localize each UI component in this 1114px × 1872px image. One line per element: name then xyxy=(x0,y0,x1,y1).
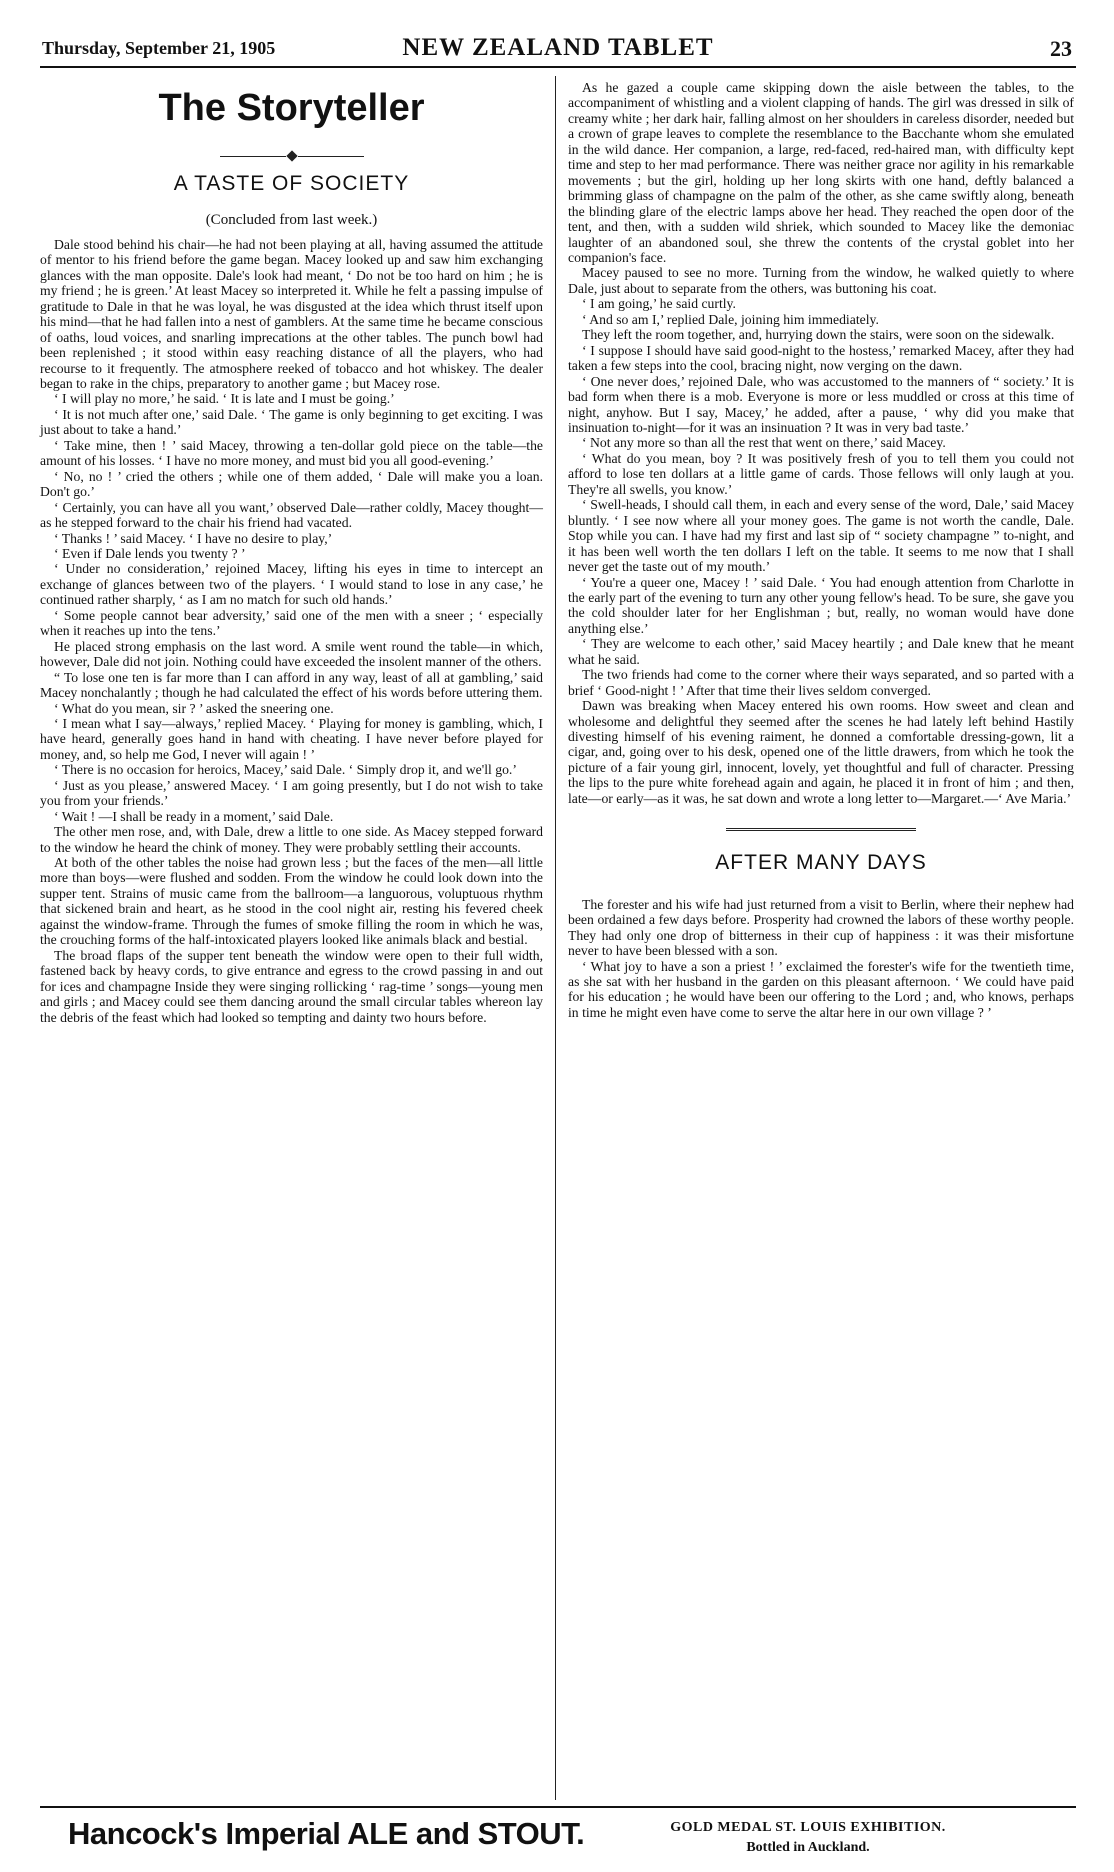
right-column xyxy=(568,80,1074,1020)
story-paragraph: ‘ Swell-heads, I should call them, in each and every sense of the word, Dale,’ said Macey bluntly. ‘ I see now where all your money goes. The game is not worth the candle, Dale. Stop while you can. I have had my first and last sip of “ society champagne ” to-night, and it has been well worth the ten dollars I left on the table. It seems to me now that I shall never get the taste out of my mouth.’ xyxy=(568,497,1074,575)
issue-date: Thursday, September 21, 1905 xyxy=(42,38,276,58)
story-paragraph: ‘ Take mine, then ! ’ said Macey, throwing a ten-dollar gold piece on the table—the amount of his losses. ‘ I have no more money, and must bid you all good-evening.’ xyxy=(40,437,543,469)
story-paragraph: ‘ I will play no more,’ he said. ‘ It is late and I must be going.’ xyxy=(54,391,395,407)
story-paragraph: He placed strong emphasis on the last word. A smile went round the table—in which, however, Dale did not join. Nothing could have exceeded the insolent manner of the others. xyxy=(40,638,543,670)
story-paragraph: ‘ What do you mean, boy ? It was positively fresh of you to tell them you could not afford to lose ten dollars at a little game of cards. Those fellows will only laugh at you. They're all swells, you know.’ xyxy=(568,450,1074,497)
story-paragraph: ‘ One never does,’ rejoined Dale, who was accustomed to the manners of “ society.’ It is bad form when there is a mob. Everyone is more or less muddled or cross at this time of night, anyhow. But I say, Macey,’ he added, after a pause, ‘ why did you make that insinuation to-night—for it was an insinuation ? It was in very bad taste.’ xyxy=(568,373,1074,435)
story-title: A TASTE OF SOCIETY xyxy=(173,172,410,195)
story-paragraph: Macey paused to see no more. Turning from the window, he walked quietly to where Dale, just about to separate from the others, was buttoning his coat. xyxy=(568,265,1074,296)
story-paragraph: ‘ You're a queer one, Macey ! ’ said Dale. ‘ You had enough attention from Charlotte in the early part of the evening to turn any other young fellow's head. To be sure, she gave you the cold shoulder later for her Englishman ; but, really, no woman would have done anything else.’ xyxy=(568,574,1074,636)
story-paragraph: The two friends had come to the corner where their ways separated, and so parted with a brief ‘ Good-night ! ’ After that time their lives seldom converged. xyxy=(568,667,1074,698)
story-paragraph: ‘ No, no ! ’ cried the others ; while one of them added, ‘ Dale will make you a loan. Don't go.’ xyxy=(40,468,543,500)
newspaper-title: NEW ZEALAND TABLET xyxy=(402,34,714,61)
article-paragraph: ‘ What joy to have a son a priest ! ’ exclaimed the forester's wife for the twentieth time, as she sat with her husband in the garden on this pleasant afternoon. ‘ We could have paid for his education ; he would have been our offering to the Lord ; and, who knows, perhaps in time he might even have come to serve the altar here in our own village ? ’ xyxy=(568,958,1074,1020)
story-paragraph: ‘ What do you mean, sir ? ’ asked the sneering one. xyxy=(54,700,334,716)
newspaper-page xyxy=(40,34,1076,1864)
story-paragraph: The other men rose, and, with Dale, drew a little to one side. As Macey stepped forward to the window he heard the chink of money. They were probably settling their accounts. xyxy=(40,824,543,855)
article-paragraph: The forester and his wife had just returned from a visit to Berlin, where their nephew had been ordained a few days before. Prosperity had crowned the labors of these worthy people. They had only one drop of bitterness in their cup of happiness : it was their misfortune never to have been blessed with a son. xyxy=(568,896,1074,959)
diamond-icon xyxy=(286,150,297,161)
story-paragraph: They left the room together, and, hurrying down the stairs, were soon on the sidewalk. xyxy=(582,327,1055,343)
story-paragraph: At both of the other tables the noise had grown less ; but the faces of the men—all little more than boys—were flushed and sodden. From the window he could look down into the supper tent. Strains of music came from the ballroom—a languorous, voluptuous rhythm that sickened brain and heart, as he stood in the cool night air, resting his fevered cheek against the window-frame. Through the fumes of smoke filling the room in which he was, the crouching forms of the half-intoxicated players looked like animals black and bestial. xyxy=(40,855,543,948)
section-header: The Storyteller xyxy=(158,87,425,129)
page-number: 23 xyxy=(1050,36,1072,61)
story-paragraph: ‘ Some people cannot bear adversity,’ said one of the men with a sneer ; ‘ especially when it reaches up into the tens.’ xyxy=(40,607,543,639)
column-divider xyxy=(555,76,556,1800)
ad-award: GOLD MEDAL ST. LOUIS EXHIBITION. xyxy=(670,1820,946,1835)
story-paragraph: ‘ Wait ! —I shall be ready in a moment,’ said Dale. xyxy=(54,808,334,824)
story-paragraph: ‘ And so am I,’ replied Dale, joining him immediately. xyxy=(582,311,879,327)
ad-details xyxy=(640,1818,976,1858)
story-paragraph: ‘ I mean what I say—always,’ replied Macey. ‘ Playing for money is gambling, which, I have heard, generally goes hand in hand with cheating. I have never before played for money, and, so help me God, I never will again ! ’ xyxy=(40,715,543,762)
story-paragraph: ‘ I am going,’ he said curtly. xyxy=(582,296,736,312)
ad-headline: Hancock's Imperial ALE and STOUT. xyxy=(68,1816,585,1851)
story-paragraph: ‘ It is not much after one,’ said Dale. ‘ The game is only beginning to get exciting. I was just about to take a hand.’ xyxy=(40,406,543,438)
story-paragraph: ‘ Certainly, you can have all you want,’ observed Dale—rather coldly, Macey thought—as he stepped forward to the chair his friend had vacated. xyxy=(40,499,543,531)
story-paragraph: ‘ Even if Dale lends you twenty ? ’ xyxy=(54,545,246,561)
ornament-divider xyxy=(40,150,543,162)
masthead xyxy=(40,34,1076,68)
article-title: AFTER MANY DAYS xyxy=(715,851,927,875)
section-separator xyxy=(726,828,916,831)
left-column xyxy=(40,80,543,1025)
story-paragraph: The broad flaps of the supper tent beneath the window were open to their full width, fastened back by heavy cords, to give entrance and egress to the crowd passing in and out for ices and champagne Inside they were singing rollicking ‘ rag-time ’ songs—young men and girls ; and Macey could see them dancing around the small circular tables whereon lay the debris of the feast which had looked so tempting and dainty two hours before. xyxy=(40,947,543,1025)
story-paragraph: ‘ There is no occasion for heroics, Macey,’ said Dale. ‘ Simply drop it, and we'll go.’ xyxy=(54,762,517,778)
story-paragraph: ‘ I suppose I should have said good-night to the hostess,’ remarked Macey, after they had taken a few steps into the cool, bracing night, now verging on the dawn. xyxy=(568,342,1074,374)
story-paragraph: ‘ Not any more so than all the rest that went on there,’ said Macey. xyxy=(582,435,946,451)
footer-advertisement xyxy=(40,1806,1076,1866)
story-paragraph: ‘ Under no consideration,’ rejoined Macey, lifting his eyes in time to intercept an exchange of glances between two of the players. ‘ I would stand to lose in any case,’ he continued rather sharply, ‘ as I am no match for such old hands.’ xyxy=(40,561,543,608)
ad-bottling: Bottled in Auckland. xyxy=(746,1840,870,1855)
story-paragraph: Dawn was breaking when Macey entered his own rooms. How sweet and clean and wholesome and delightful they seemed after the scenes he had lately left behind Hastily divesting himself of his evening raiment, he donned a comfortable dressing-gown, lit a cigar, and, going over to his desk, opened one of the little drawers, from which he took the picture of a fair young girl, innocent, lovely, yet thoughtful and full of character. Pressing the lips to the pure white forehead again and again, he placed it in front of him ; and then, late—or early—as it was, he sat down and wrote a long letter to—Margaret.—‘ Ave Maria.’ xyxy=(568,698,1074,806)
concluded-note: (Concluded from last week.) xyxy=(205,212,378,229)
story-paragraph: ‘ Thanks ! ’ said Macey. ‘ I have no desire to play,’ xyxy=(54,530,333,546)
story-paragraph: ‘ Just as you please,’ answered Macey. ‘ I am going presently, but I do not wish to take you from your friends.’ xyxy=(40,777,543,809)
story-paragraph: Dale stood behind his chair—he had not been playing at all, having assumed the attitude of mentor to his friend before the game began. Macey looked up and saw him exchanging glances with the man opposite. Dale's look had meant, ‘ Do not be too hard on him ; he is my friend ; he is green.’ At least Macey so interpreted it. While he felt a passing impulse of gratitude to Dale in that he was loyal, he was disgusted at the idea which thrust itself upon his mind—that he had fallen into a nest of gamblers. At the same time he became conscious of oaths, loud voices, and snarling imprecations at the other tables. The punch bowl had been replenished ; it stood within easy reaching distance of all the players, who had recourse to it frequently. The atmosphere reeked of tobacco and hot whiskey. The dealer began to rake in the chips, preparatory to another game ; but Macey rose. xyxy=(40,236,543,391)
story-paragraph: As he gazed a couple came skipping down the aisle between the tables, to the accompaniment of whistling and a violent clapping of hands. The girl was dressed in silk of creamy white ; her dark hair, falling almost on her shoulders in careless disorder, needed but a crown of grape leaves to complete the resemblance to the Bacchante whom she emulated in the wild dance. Her companion, a large, red-faced, red-haired man, with difficulty kept time and step to her mad performance. There was neither grace nor agility in his remarkable movements ; but the girl, holding up her long skirts with one hand, deftly balanced a brimming glass of champagne on the palm of the other, as she came swiftly along, beneath the blinding glare of the electric lamps above her head. They reached the open door of the tent, and then, with a sudden wild shriek, which sounded to Macey like the demoniac laughter of an abandoned soul, she threw the contents of the crystal goblet into her companion's face. xyxy=(568,80,1074,265)
story-paragraph: “ To lose one ten is far more than I can afford in any way, least of all at gambling,’ said Macey nonchalantly ; though he had calculated the effect of his words before uttering them. xyxy=(40,669,543,701)
story-paragraph: ‘ They are welcome to each other,’ said Macey heartily ; and Dale knew that he meant what he said. xyxy=(568,636,1074,667)
